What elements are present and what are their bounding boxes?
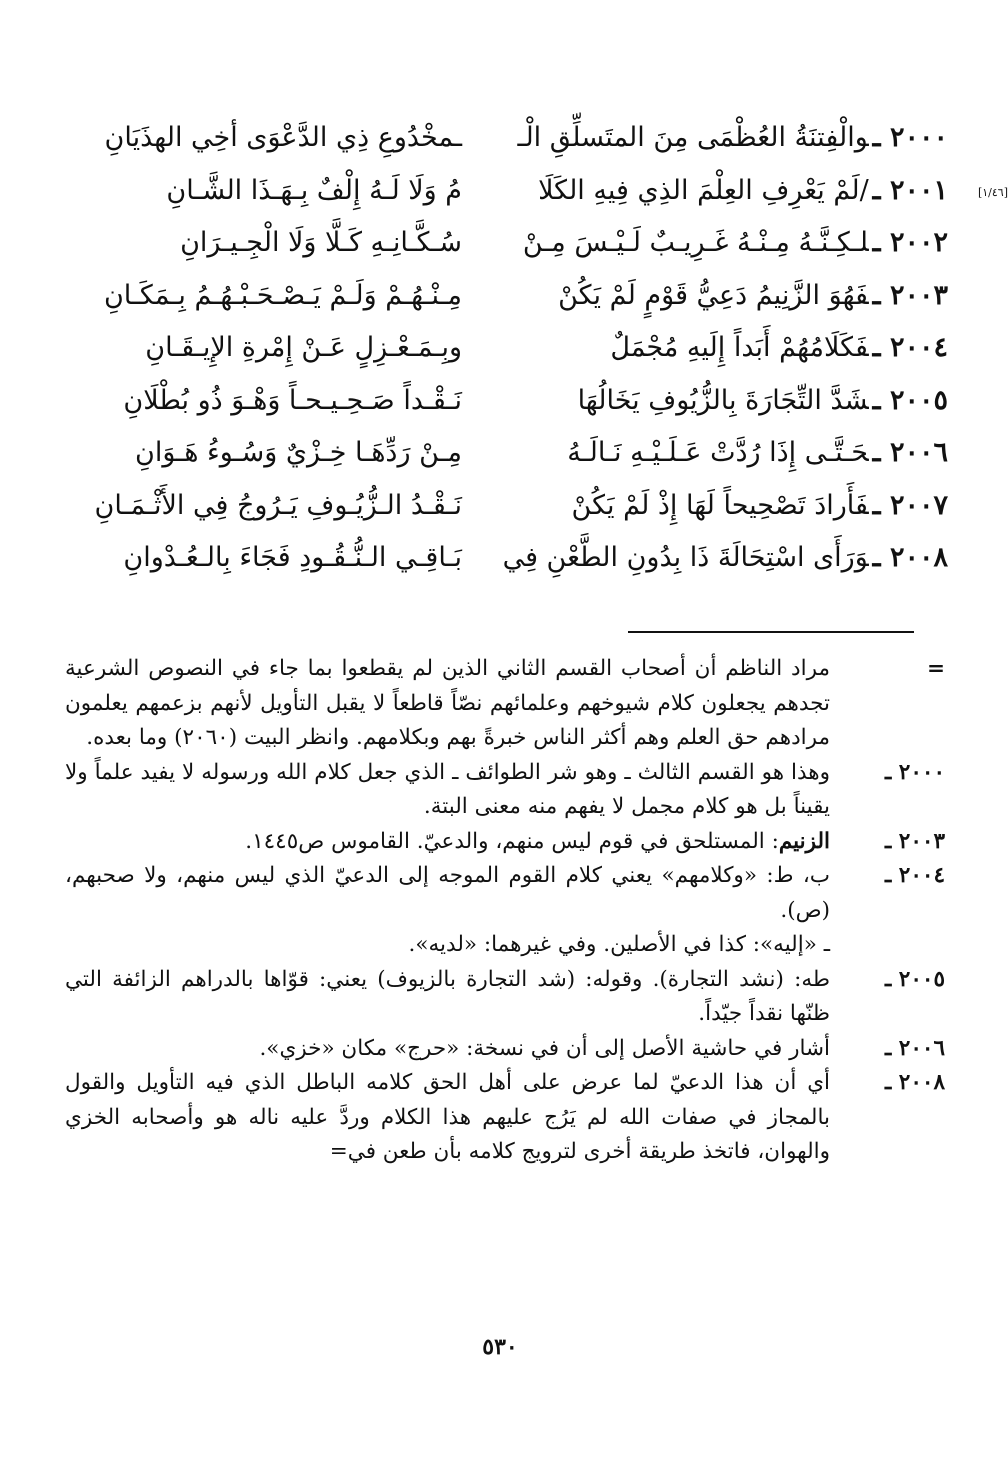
verse-first-hemistich (518, 270, 948, 322)
verse-first-text: /لَمْ يَعْرِفِ العِلْمَ الذِي فِيهِ الكَلَا (538, 174, 869, 206)
page-number: ٥٣٠ (482, 1334, 518, 1360)
verse-first-hemistich (518, 217, 948, 269)
verse-first-hemistich (518, 322, 948, 374)
verse-number: ٢٠٠٥ ـ (872, 384, 948, 416)
verse-line (40, 322, 970, 375)
verse-first-text: والْفِتنَةُ العُظْمَى مِنَ المتَسلِّقِ الْـ (517, 122, 869, 153)
verse-first-text: لـكِـنَّـهُ مِـنْـهُ غَـرِيـبٌ لَـيْـسَ مِـنْ (522, 227, 869, 258)
verse-first-hemistich (518, 427, 948, 479)
poem-verses (40, 112, 1008, 585)
footnote-text: ب، ط: «وكلامهم» يعني كلام القوم الموجه إلى الدعيّ الذي ليس منهم، ولا صحبهم، (ص). (65, 863, 830, 923)
verse-line (40, 480, 970, 533)
verse-line (40, 532, 970, 585)
verse-number: ٢٠٠٨ ـ (872, 542, 948, 573)
footnote (65, 1032, 945, 1067)
footnote-text: أشار في حاشية الأصل إلى أن في نسخة: «حرج» مكان «خزي». (259, 1035, 830, 1061)
footnote (65, 756, 945, 825)
verse-number: ٢٠٠٧ ـ (872, 489, 948, 521)
verse-second-hemistich: مِـنْـهُـمْ وَلَـمْ يَـصْـحَـبْـهُـمُ بِـمَكَـانِ (103, 279, 462, 311)
footnote-verse-number: ٢٠٠٥ ـ (885, 966, 945, 992)
verse-number: ٢٠٠١ ـ (872, 174, 948, 206)
verse-line (40, 165, 1008, 218)
footnote-text: أي أن هذا الدعيّ لما عرض على أهل الحق كلامه الباطل الذي فيه التأويل والقول بالمجاز في صفات الله لم يَرُج عليهم هذا الكلام وردَّ عليه ناله هو وأصحابه الخزي والهوان، فاتخذ طريقة أخرى لترويج كلامه بأن طعن في= (65, 1070, 830, 1164)
footnote (65, 825, 945, 860)
footnote-text: مراد الناظم أن أصحاب القسم الثاني الذين لم يقطعوا بما جاء في النصوص الشرعية تجدهم يجعلون كلام شيوخهم وعلمائهم نصّاً قاطعاً لا يقبل التأويل لأنهم بزعمهم يعلمون مرادهم حق العلم وهم أكثر الناس خبرةً بهم وبكلامهم. وانظر البيت (٢٠٦٠) وما بعده. (65, 656, 830, 750)
footnote-text: ـ «إليه»: كذا في الأصلين. وفي غيرهما: «لديه». (408, 932, 830, 957)
verse-second-hemistich: بَـاقِـي الـنُّـقُـودِ فَجَاءَ بِالـعُـدْوانِ (123, 542, 462, 573)
verse-first-text: فَهُوَ الزَّنِيمُ دَعِيُّ قَوْمٍ لَمْ يَكُنْ (558, 279, 869, 311)
verse-first-hemistich (518, 375, 948, 427)
footnote-text: : المستلحق في قوم ليس منهم، والدعيّ. القاموس ص١٤٤٥. (245, 828, 779, 854)
footnote (65, 859, 945, 928)
verse-first-text: فَأَرادَ تَصْحِيحاً لَهَا إِذْ لَمْ يَكُنْ (571, 489, 869, 521)
manuscript-folio-marker: [١/٤٦] (977, 185, 1008, 199)
verse-line (40, 375, 970, 428)
footnote-verse-number: ٢٠٠٨ ـ (885, 1070, 945, 1095)
verse-second-hemistich: مِـنْ رَدِّهَـا خِـزْيٌ وَسُـوءُ هَـوَانِ (135, 437, 462, 468)
verse-number: ٢٠٠٠ ـ (872, 122, 948, 153)
verse-number: ٢٠٠٦ ـ (872, 437, 948, 468)
verse-number: ٢٠٠٢ ـ (872, 227, 948, 258)
verse-line (40, 427, 970, 480)
footnote (65, 963, 945, 1032)
verse-second-hemistich: ـمخْدُوعِ ذِي الدَّعْوَى أخِي الهذَيَانِ (104, 122, 462, 153)
footnote (65, 652, 945, 756)
footnote-text: وهذا هو القسم الثالث ـ وهو شر الطوائف ـ الذي جعل كلام الله ورسوله لا يفيد علماً ولا يقيناً بل هو كلام مجمل لا يفهم منه معنى البتة. (65, 759, 830, 819)
footnotes (65, 652, 945, 1170)
verse-first-hemistich (518, 165, 948, 217)
verse-first-text: حَـتَّـى إِذَا رُدَّتْ عَـلَـيْـهِ نَـالَـهُ (567, 437, 869, 468)
footnote-verse-number: = (926, 656, 945, 681)
verse-line (40, 270, 970, 323)
verse-second-hemistich: سُـكَّـانِـهِ كَـلَّا وَلَا الْجِـيـرَانِ (180, 227, 462, 258)
verse-number: ٢٠٠٣ ـ (872, 279, 948, 311)
footnote (65, 1066, 945, 1170)
verse-second-hemistich: وبِـمَـعْـزِلٍ عَـنْ إِمْرةِ الإِيـقَـانِ (145, 332, 462, 363)
verse-line (40, 112, 970, 165)
verse-first-hemistich (518, 480, 948, 532)
footnote-separator (628, 631, 914, 633)
footnote-verse-number: ٢٠٠٦ ـ (885, 1035, 945, 1061)
verse-first-text: فَكَلَامُهُمْ أَبَداً إِلَيهِ مُجْمَلٌ (610, 332, 869, 363)
footnote-verse-number: ٢٠٠٤ ـ (885, 863, 945, 888)
footnote-term: الزنيم (778, 828, 830, 854)
verse-first-hemistich (502, 532, 948, 584)
verse-number: ٢٠٠٤ ـ (872, 332, 948, 363)
verse-line (40, 217, 970, 270)
footnote (65, 928, 945, 963)
verse-first-text: شَدَّ التِّجَارَةَ بِالزُّيُوفِ يَخَالُهَا (577, 384, 869, 416)
verse-first-text: وَرَأَى اسْتِحَالَةَ ذَا بِدُونِ الطَّعْنِ فِي (502, 542, 869, 573)
verse-second-hemistich: مُ وَلَا لَـهُ إِلْفٌ بِـهَـذَا الشَّـانِ (166, 174, 462, 206)
verse-second-hemistich: نَـقْـدُ الـزُّيُـوفِ يَـرُوجُ فِي الأَثْـمَـانِ (94, 489, 462, 521)
verse-first-hemistich (518, 112, 948, 164)
verse-second-hemistich: نَـقْـداً صَـحِـيـحـاً وَهْـوَ ذُو بُطْلَانِ (123, 384, 462, 416)
footnote-verse-number: ٢٠٠٠ ـ (885, 759, 945, 785)
footnote-verse-number: ٢٠٠٣ ـ (885, 828, 945, 854)
footnote-text: طه: (نشد التجارة). وقوله: (شد التجارة بالزيوف) يعني: قوّاها بالدراهم الزائفة التي ظنّها نقداً جيّداً. (65, 966, 830, 1026)
